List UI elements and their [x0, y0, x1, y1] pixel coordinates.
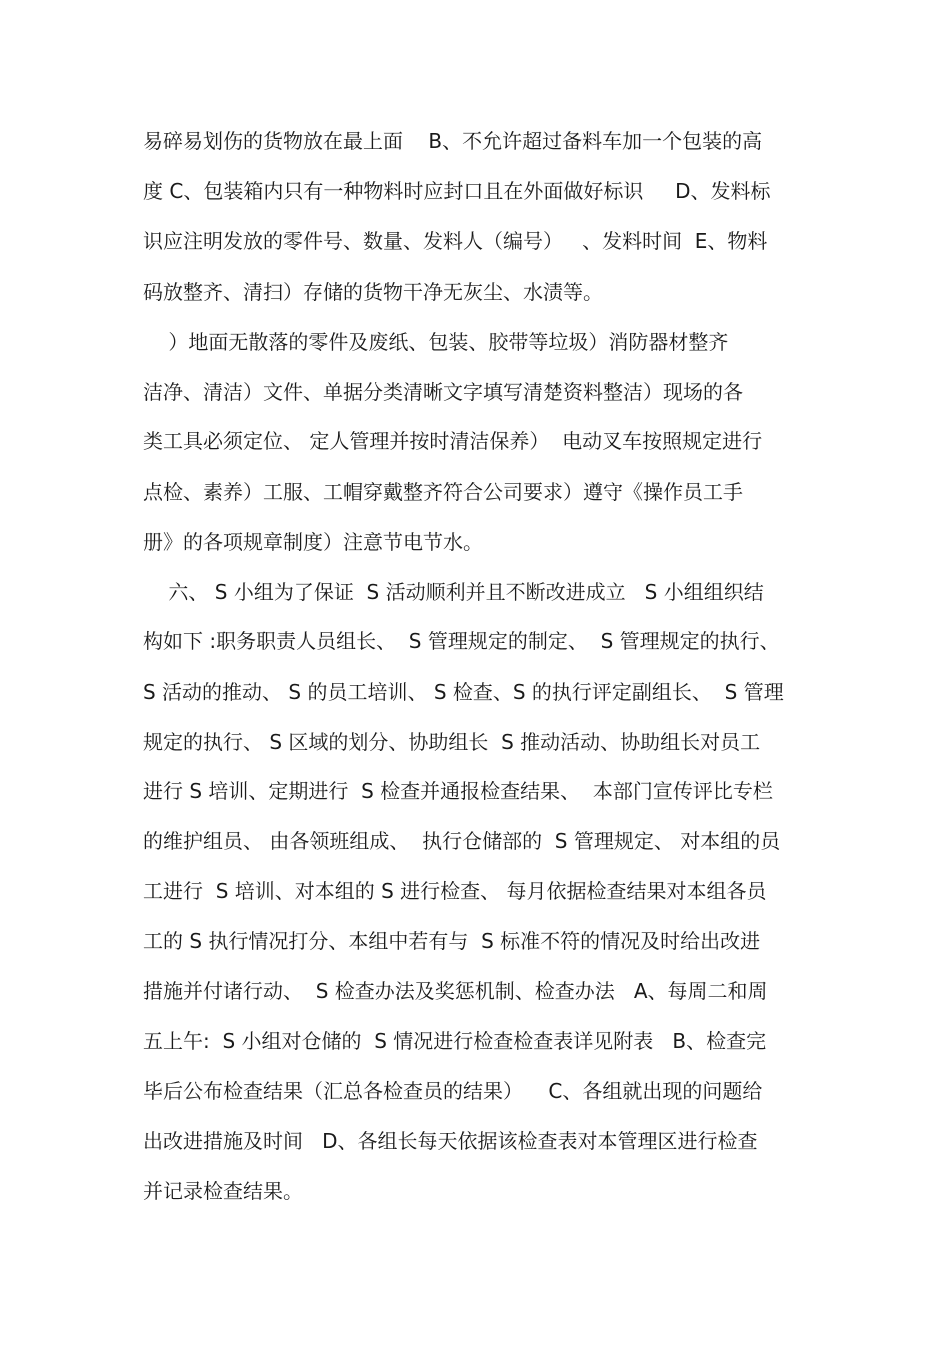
text-line: 类工具必须定位、 定人管理并按时清洁保养） 电动叉车按照规定进行: [143, 429, 763, 453]
text-line: 点检、素养）工服、工帽穿戴整齐符合公司要求）遵守《操作员工手: [143, 480, 743, 504]
text-line: 措施并付诸行动、 S 检查办法及奖惩机制、检查办法 A、每周二和周: [143, 979, 768, 1003]
text-line: 识应注明发放的零件号、数量、发料人（编号） 、发料时间 E、物料: [143, 229, 768, 253]
text-line: 毕后公布检查结果（汇总各检查员的结果） C、各组就出现的问题给: [143, 1079, 763, 1103]
text-line: 进行 S 培训、定期进行 S 检查并通报检查结果、 本部门宣传评比专栏: [143, 779, 773, 803]
text-line: 构如下 :职务职责人员组长、 S 管理规定的制定、 S 管理规定的执行、: [143, 629, 780, 653]
text-line: 度 C、包装箱内只有一种物料时应封口且在外面做好标识 D、发料标: [143, 179, 771, 203]
text-line: 工的 S 执行情况打分、本组中若有与 S 标准不符的情况及时给出改进: [143, 929, 761, 953]
text-line: 码放整齐、清扫）存储的货物干净无灰尘、水渍等。: [143, 280, 603, 304]
text-line: 的维护组员、 由各领班组成、 执行仓储部的 S 管理规定、 对本组的员: [143, 829, 781, 853]
text-line: 出改进措施及时间 D、各组长每天依据该检查表对本管理区进行检查: [143, 1129, 758, 1153]
text-line: ）地面无散落的零件及废纸、包装、胶带等垃圾）消防器材整齐: [143, 330, 729, 354]
text-line: 工进行 S 培训、对本组的 S 进行检查、 每月依据检查结果对本组各员: [143, 879, 767, 903]
text-line: 规定的执行、 S 区域的划分、协助组长 S 推动活动、协助组长对员工: [143, 730, 761, 754]
text-line: 五上午: S 小组对仓储的 S 情况进行检查检查表详见附表 B、检查完: [143, 1029, 767, 1053]
text-line: 六、 S 小组为了保证 S 活动顺利并且不断改进成立 S 小组组织结: [143, 580, 764, 604]
text-line: 易碎易划伤的货物放在最上面 B、不允许超过备料车加一个包装的高: [143, 129, 763, 153]
text-line: 并记录检查结果。: [143, 1179, 303, 1203]
text-line: 册》的各项规章制度）注意节电节水。: [143, 530, 483, 554]
text-line: 洁净、清洁）文件、单据分类清晰文字填写清楚资料整洁）现场的各: [143, 380, 743, 404]
text-line: S 活动的推动、 S 的员工培训、 S 检查、S 的执行评定副组长、 S 管理: [143, 680, 784, 704]
